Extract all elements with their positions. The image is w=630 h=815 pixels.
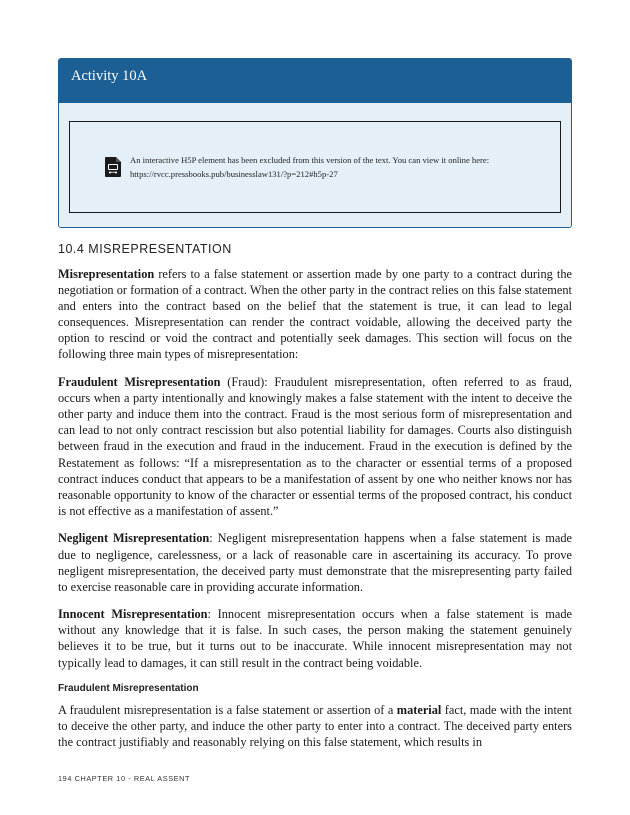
activity-box: [58, 58, 572, 228]
final-text-post: fact, made with the intent to deceive the other party, and induce the other party to enter into a contract. The deceived party enters the contract justifiably and reasonably relying on this false statement, which results in: [58, 702, 572, 749]
innocent-term: Innocent Misrepresentation: [58, 607, 208, 622]
embed-notice-link[interactable]: https://rvcc.pressbooks.pub/businesslaw131/?p=212#h5p-27: [130, 169, 338, 179]
activity-title: Activity 10A: [59, 59, 571, 103]
interactive-content-icon: [104, 156, 122, 178]
negligent-term: Negligent Misrepresentation: [58, 531, 210, 546]
subheading: Fraudulent Misrepresentation: [58, 682, 199, 694]
fraudulent-term: Fraudulent Misrepresentation: [58, 375, 221, 390]
negligent-paragraph: [58, 530, 572, 594]
section-heading: 10.4 MISREPRESENTATION: [58, 242, 232, 256]
embed-notice-text: [130, 153, 489, 181]
innocent-text: : Innocent misrepresentation occurs when a false statement is made without any knowledge that it is false. In such cases, the person making the statement genuinely believes it to be true, but it turns out to be inaccurate. While innocent misrepresentation may not typically lead to damages, it can still result in the contract being voidable.: [58, 607, 572, 670]
negligent-text: : Negligent misrepresentation happens when a false statement is made due to negligence, carelessness, or a lack of reasonable care in ascertaining its accuracy. To prove negligent misrepresentation, the deceived party must demonstrate that the misrepresenting party failed to exercise reasonable care in providing accurate information.: [58, 531, 572, 594]
intro-text: refers to a false statement or assertion made by one party to a contract during the negotiation or formation of a contract. When the other party in the contract relies on this false statement and enters into the contract based on the belief that the statement is true, it can lead to legal consequences. Misrepresentation can render the contract voidable, allowing the deceived party the option to rescind or void the contract and potentially seek damages. This section will focus on the following three main types of misrepresentation:: [58, 267, 572, 362]
h5p-embed-notice: [69, 121, 561, 213]
intro-term: Misrepresentation: [58, 267, 155, 281]
final-term: material: [396, 702, 442, 717]
fraudulent-text: (Fraud): Fraudulent misrepresentation, often referred to as fraud, occurs when a party intentionally and knowingly makes a false statement with the intent to deceive the other party and induce them into the contract. Fraud is the most serious form of misrepresentation and can lead to not only contract rescission but also potential liability for damages. Courts also distinguish between fraud in the execution and fraud in the inducement. Fraud in the execution is defined by the Restatement as follows: “If a misrepresentation as to the character or essential terms of a proposed contract induces conduct that appears to be a manifestation of assent by one who neither knows nor has reasonable opportunity to know of the character or essential terms of the proposed contract, his conduct is not effective as a manifestation of assent.”: [58, 375, 572, 518]
embed-notice-message: An interactive H5P element has been excluded from this version of the text. You can view it online here:: [130, 155, 490, 165]
page-content: [58, 58, 572, 761]
innocent-paragraph: [58, 606, 572, 670]
final-text-pre: A fraudulent misrepresentation is a false statement or assertion of a: [58, 702, 397, 717]
final-paragraph: [58, 702, 572, 750]
intro-paragraph: [58, 266, 572, 363]
activity-body: [59, 103, 571, 227]
fraudulent-paragraph: [58, 374, 572, 519]
page-footer: 194 CHAPTER 10 - REAL ASSENT: [58, 774, 191, 783]
